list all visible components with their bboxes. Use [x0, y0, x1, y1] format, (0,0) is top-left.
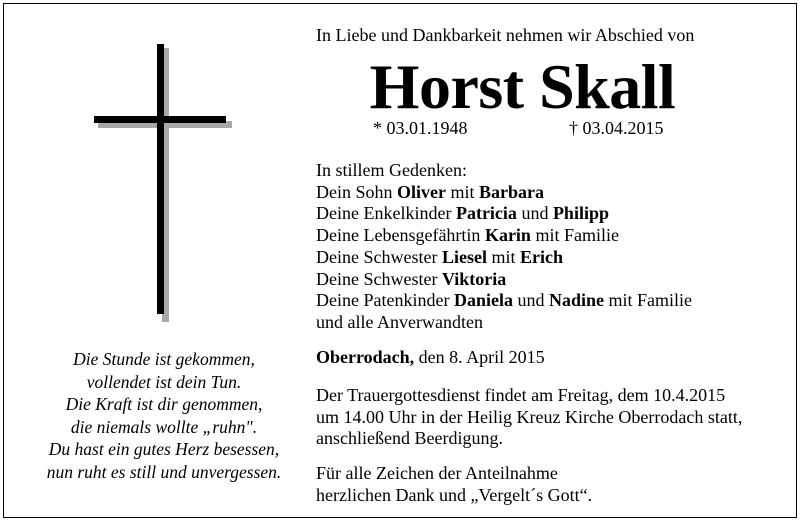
- mourner-line: [316, 225, 692, 247]
- place-town: Oberrodach,: [316, 347, 415, 367]
- mourner-line: [316, 203, 692, 225]
- mourner-line: [316, 269, 692, 291]
- mourner-text: und: [512, 290, 549, 311]
- mourner-line: [316, 247, 692, 269]
- mourner-name: Erich: [519, 246, 563, 267]
- mourner-text: und: [516, 203, 553, 224]
- poem-line: die niemals wollte „ruhn".: [70, 416, 258, 437]
- mourner-text: Deine Schwester: [316, 246, 442, 267]
- mourner-text: und alle Anverwandten: [316, 311, 483, 332]
- mourner-text: mit Familie: [603, 290, 692, 311]
- poem-line: Die Stunde ist gekommen,: [73, 349, 255, 369]
- mourner-text: mit: [486, 246, 520, 267]
- mourner-line: [316, 312, 692, 334]
- mourner-text: Deine Schwester: [316, 268, 442, 289]
- mourner-name: Nadine: [548, 290, 604, 311]
- mourner-text: Dein Sohn: [316, 181, 397, 202]
- mourner-name: Daniela: [453, 290, 513, 311]
- poem-line: nun ruht es still und unvergessen.: [46, 461, 282, 482]
- place-date-text: den 8. April 2015: [414, 347, 545, 367]
- death-date: † 03.04.2015: [569, 118, 664, 138]
- mourner-text: Deine Patenkinder: [316, 290, 454, 311]
- poem-line: Du hast ein gutes Herz besessen,: [48, 439, 280, 459]
- mourner-text: Deine Lebensgefährtin: [316, 225, 485, 246]
- obituary-card: [3, 3, 797, 518]
- place-date: [316, 347, 545, 369]
- service-line: Der Trauergottesdienst findet am Freitag, dem 10.4.2015: [316, 385, 726, 405]
- cross-vertical-beam: [157, 44, 164, 314]
- service-line: um 14.00 Uhr in der Heilig Kreuz Kirche Oberrodach statt,: [316, 406, 743, 427]
- mourners-list: [316, 160, 692, 334]
- birth-date: * 03.01.1948: [373, 118, 468, 138]
- mourner-line: [316, 182, 692, 204]
- thanks-line: Für alle Zeichen der Anteilnahme: [316, 463, 558, 483]
- cross-horizontal-beam: [94, 116, 226, 123]
- mourner-name: Viktoria: [441, 268, 507, 289]
- service-line: anschließend Beerdigung.: [316, 428, 503, 449]
- mourner-lines: [316, 182, 692, 334]
- mourner-name: Barbara: [479, 181, 544, 202]
- service-info: [316, 385, 742, 450]
- intro-text: In Liebe und Dankbarkeit nehmen wir Abschied von: [316, 25, 695, 45]
- poem-line: Die Kraft ist dir genommen,: [65, 394, 263, 414]
- mourner-line: [316, 290, 692, 312]
- thanks-line: herzlichen Dank und „Vergelt´s Gott“.: [316, 484, 593, 505]
- deceased-name: Horst Skall: [369, 51, 676, 122]
- cross-icon: [94, 44, 234, 324]
- mourner-text: mit Familie: [530, 225, 619, 246]
- mourner-name: Liesel: [441, 246, 487, 267]
- mourner-name: Karin: [484, 225, 531, 246]
- poem-line: vollendet ist dein Tun.: [86, 371, 242, 392]
- mourner-text: Deine Enkelkinder: [316, 203, 456, 224]
- mourner-name: Philipp: [552, 203, 609, 224]
- poem: [14, 348, 314, 483]
- mourner-text: mit: [445, 181, 479, 202]
- thanks: [316, 463, 592, 506]
- mourners-heading: In stillem Gedenken:: [316, 160, 467, 180]
- mourner-name: Patricia: [455, 203, 517, 224]
- mourner-name: Oliver: [397, 181, 446, 202]
